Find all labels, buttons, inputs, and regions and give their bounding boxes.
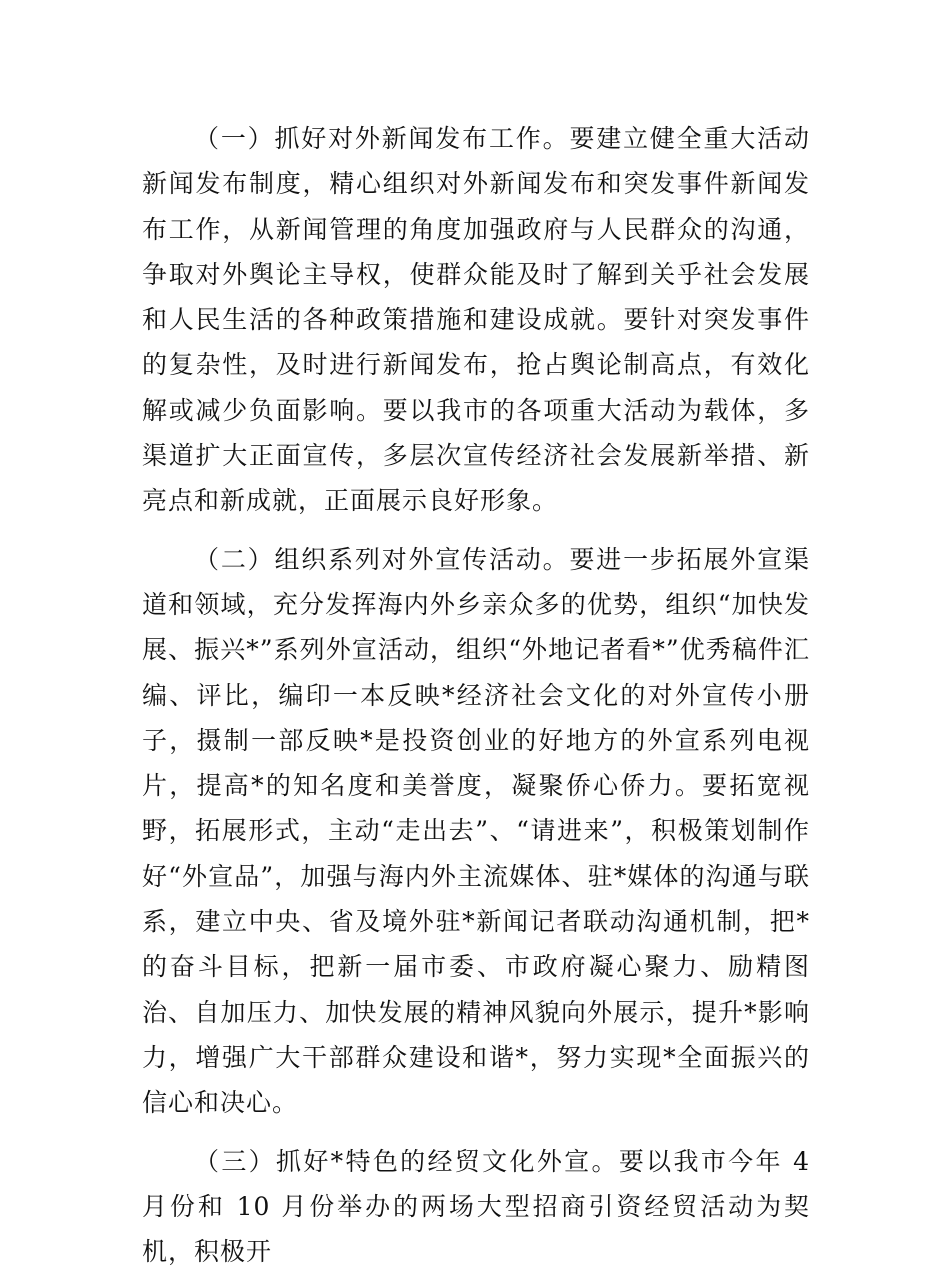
paragraph-economic-trade-publicity: （三）抓好*特色的经贸文化外宣。要以我市今年 4 月份和 10 月份举办的两场大型招商引资经贸活动为契机，积极开 (142, 1146, 810, 1267)
paragraph-press-release-work: （一）抓好对外新闻发布工作。要建立健全重大活动新闻发布制度，精心组织对外新闻发布和突发事件新闻发布工作，从新闻管理的角度加强政府与人民群众的沟通，争取对外舆论主导权，使群众能及时了解到关乎社会发展和人民生活的各种政策措施和建设成就。要针对突发事件的复杂性，及时进行新闻发布，抢占舆论制高点，有效化解或减少负面影响。要以我市的各项重大活动为载体，多渠道扩大正面宣传，多层次宣传经济社会发展新举措、新亮点和新成就，正面展示良好形象。 (142, 124, 810, 516)
document-body (142, 116, 810, 1274)
paragraph-external-publicity-activities: （二）组织系列对外宣传活动。要进一步拓展外宣渠道和领域，充分发挥海内外乡亲众多的优势，组织“加快发展、振兴*”系列外宣活动，组织“外地记者看*”优秀稿件汇编、评比，编印一本反映*经济社会文化的对外宣传小册子，摄制一部反映*是投资创业的好地方的外宣系列电视片，提高*的知名度和美誉度，凝聚侨心侨力。要拓宽视野，拓展形式，主动“走出去”、“请进来”，积极策划制作好“外宣品”，加强与海内外主流媒体、驻*媒体的沟通与联系，建立中央、省及境外驻*新闻记者联动沟通机制，把*的奋斗目标，把新一届市委、市政府凝心聚力、励精图治、自加压力、加快发展的精神风貌向外展示，提升*影响力，增强广大干部群众建设和谐*，努力实现*全面振兴的信心和决心。 (142, 544, 810, 1118)
